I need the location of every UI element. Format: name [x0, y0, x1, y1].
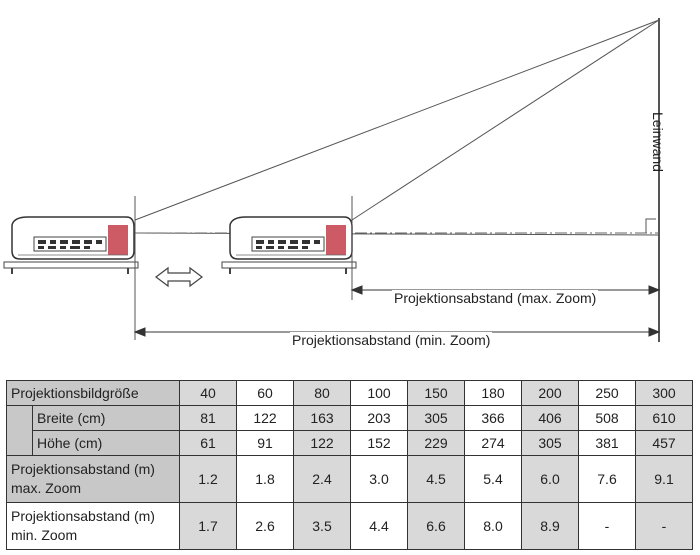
min-zoom-distance-label: Projektionsabstand (min. Zoom)	[292, 332, 491, 348]
width-cell: 406	[522, 406, 579, 431]
size-cell: 200	[522, 381, 579, 406]
max-zoom-cell: 6.0	[522, 456, 579, 503]
beam-far-top	[135, 20, 659, 220]
min-zoom-cell: -	[636, 503, 693, 550]
height-cell: 305	[522, 431, 579, 456]
min-zoom-cell: 2.6	[237, 503, 294, 550]
max-zoom-cell: 2.4	[294, 456, 351, 503]
table-row-width	[7, 406, 693, 431]
height-cell: 91	[237, 431, 294, 456]
max-zoom-label-line2: max. Zoom	[11, 480, 82, 496]
max-zoom-row-label	[7, 456, 180, 503]
size-header: Projektionsbildgröße	[7, 381, 180, 406]
size-cell: 100	[351, 381, 408, 406]
width-cell: 81	[180, 406, 237, 431]
width-label: Breite (cm)	[33, 406, 180, 431]
height-label: Höhe (cm)	[33, 431, 180, 456]
max-zoom-cell: 9.1	[636, 456, 693, 503]
height-cell: 274	[465, 431, 522, 456]
max-zoom-cell: 7.6	[579, 456, 636, 503]
max-zoom-cell: 1.8	[237, 456, 294, 503]
height-cell: 152	[351, 431, 408, 456]
min-zoom-cell: 6.6	[408, 503, 465, 550]
width-cell: 163	[294, 406, 351, 431]
table-row-min-zoom	[7, 503, 693, 550]
min-zoom-label-line1: Projektionsabstand (m)	[11, 508, 155, 524]
min-zoom-label-line2: min. Zoom	[11, 527, 78, 543]
max-zoom-cell: 3.0	[351, 456, 408, 503]
min-zoom-cell: 4.4	[351, 503, 408, 550]
max-zoom-cell: 4.5	[408, 456, 465, 503]
width-cell: 610	[636, 406, 693, 431]
width-cell: 508	[579, 406, 636, 431]
projector-far-shelf	[4, 262, 138, 268]
height-cell: 122	[294, 431, 351, 456]
height-cell: 457	[636, 431, 693, 456]
size-cell: 60	[237, 381, 294, 406]
size-cell: 150	[408, 381, 465, 406]
projection-table	[6, 380, 693, 550]
max-zoom-cell: 1.2	[180, 456, 237, 503]
size-cell: 40	[180, 381, 237, 406]
table-row-max-zoom	[7, 456, 693, 503]
table-row-height	[7, 431, 693, 456]
height-cell: 229	[408, 431, 465, 456]
height-cell: 61	[180, 431, 237, 456]
size-cell: 180	[465, 381, 522, 406]
size-cell: 250	[579, 381, 636, 406]
projector-near	[222, 217, 356, 274]
height-cell: 381	[579, 431, 636, 456]
min-zoom-cell: 8.0	[465, 503, 522, 550]
row-indent	[7, 406, 33, 456]
table-row-size	[7, 381, 693, 406]
projector-near-shelf	[222, 262, 356, 268]
screen-right-angle-marker	[646, 219, 656, 233]
max-zoom-label-line1: Projektionsabstand (m)	[11, 461, 155, 477]
projector-far	[4, 217, 138, 274]
max-zoom-cell: 5.4	[465, 456, 522, 503]
max-zoom-distance-label: Projektionsabstand (max. Zoom)	[394, 290, 597, 306]
min-zoom-cell: 8.9	[522, 503, 579, 550]
width-cell: 203	[351, 406, 408, 431]
width-cell: 305	[408, 406, 465, 431]
width-cell: 122	[237, 406, 294, 431]
move-arrow	[156, 268, 202, 286]
size-cell: 300	[636, 381, 693, 406]
screen-label: Leinwand	[650, 112, 666, 172]
min-zoom-cell: 3.5	[294, 503, 351, 550]
min-zoom-cell: -	[579, 503, 636, 550]
width-cell: 366	[465, 406, 522, 431]
size-cell: 80	[294, 381, 351, 406]
min-zoom-row-label	[7, 503, 180, 550]
min-zoom-cell: 1.7	[180, 503, 237, 550]
